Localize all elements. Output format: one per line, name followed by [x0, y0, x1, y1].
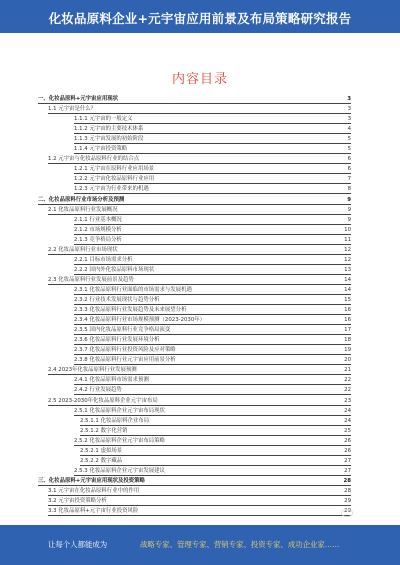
toc-entry[interactable]: [74, 184, 351, 194]
toc-entry-page-number: 15: [344, 297, 351, 303]
toc-entry-page-number: 12: [344, 256, 351, 263]
toc-entry[interactable]: [74, 144, 351, 154]
toc-entry-title: 1.1 元宇宙是什么？: [48, 106, 97, 113]
toc-entry[interactable]: [74, 375, 351, 385]
toc-entry-title: 3.2 元宇宙投资策略分析: [48, 498, 107, 504]
toc-entry-page-number: 24: [344, 407, 351, 414]
toc-entry[interactable]: [74, 315, 351, 325]
toc-entry[interactable]: [74, 436, 351, 446]
toc-entry-title: 2.3.6 化妆品原料行业发展环境分析: [74, 337, 160, 344]
toc-entry-title: 3.3 化妆品原料+元宇宙行业投资风险: [48, 508, 139, 515]
toc-entry-title: 1.1.2 元宇宙的主要技术体系: [74, 126, 144, 133]
toc-entry[interactable]: [74, 355, 351, 365]
toc-entry-page-number: 6: [347, 156, 351, 163]
toc-entry-page-number: 22: [344, 377, 351, 384]
toc-entry[interactable]: [38, 94, 351, 104]
toc-entry-page-number: 29: [344, 498, 351, 504]
toc-entry[interactable]: [48, 104, 351, 114]
toc-entry-title: 二、化妆品原料行业市场分析及预测: [38, 196, 125, 203]
toc-entry-page-number: 28: [343, 477, 351, 484]
toc-entry-page-number: 23: [344, 397, 351, 404]
toc-entry-title: 2.1 化妆品原料行业发展概况: [48, 206, 118, 213]
toc-entry-page-number: 21: [344, 367, 351, 374]
toc-entry-title: 2.3.1 化妆品原料行业面临的市场需求与发展机遇: [74, 286, 192, 293]
toc-entry-title: 一、化妆品原料+元宇宙应用现状: [38, 96, 118, 102]
toc-entry[interactable]: [74, 225, 351, 235]
toc-entry-page-number: 17: [344, 327, 351, 334]
toc-entry-page-number: 7: [347, 176, 351, 183]
toc-entry-title: 2.3.3 化妆品原料行业发展趋势及未来展望分析: [74, 307, 187, 314]
toc-entry[interactable]: [74, 215, 351, 225]
toc-entry-title: 2.3.5 国内化妆品原料行业竞争格局演变: [74, 327, 171, 334]
toc-entry-title: 1.2.2 元宇宙化妆品原料行业应用: [74, 176, 155, 183]
toc-entry[interactable]: [74, 466, 351, 476]
toc-entry-page-number: 12: [344, 246, 351, 253]
toc-entry-page-number: 16: [344, 317, 351, 324]
toc-entry-title: 2.4.2 行业发展趋势: [74, 387, 122, 394]
toc-entry[interactable]: [80, 426, 351, 436]
toc-entry-page-number: 29: [344, 508, 351, 515]
toc-entry-page-number: 13: [344, 266, 351, 273]
toc-entry-page-number: 5: [347, 136, 351, 143]
toc-entry[interactable]: [74, 325, 351, 335]
toc-entry-page-number: 20: [344, 357, 351, 364]
toc-entry-page-number: 9: [347, 196, 351, 203]
toc-entry[interactable]: [48, 365, 351, 375]
report-footer-banner: [0, 525, 400, 565]
toc-entry-page-number: 6: [347, 166, 351, 173]
toc-entry[interactable]: [74, 164, 351, 174]
toc-entry-title: 1.2 元宇宙与化妆品原料行业的结合点: [48, 156, 140, 163]
toc-entry[interactable]: [74, 255, 351, 265]
toc-entry-title: 2.3.4 化妆品原料行业市场规模预测（2023-2030年）: [74, 317, 206, 324]
toc-entry[interactable]: [38, 195, 351, 205]
toc-entry[interactable]: [74, 124, 351, 134]
table-of-contents: [0, 94, 400, 519]
report-header-title: 化妆品原料企业+元宇宙应用前景及布局策略研究报告: [48, 11, 352, 26]
toc-entry[interactable]: [48, 205, 351, 215]
toc-entry-title: 2.1.2 市场规模分析: [74, 226, 122, 233]
toc-entry[interactable]: [74, 235, 351, 245]
toc-entry-title: 2.5.2 化妆品原料企业元宇宙布局策略: [74, 437, 165, 444]
toc-entry-title: 2.5 2023-2030年化妆品原料企业元宇宙布局: [48, 397, 158, 404]
toc-entry-page-number: 22: [344, 387, 351, 394]
toc-entry-page-number: 14: [344, 276, 351, 283]
toc-entry-title: 2.2.2 国内外化妆品原料市场现状: [74, 266, 155, 273]
toc-entry-page-number: 26: [344, 447, 351, 454]
toc-entry[interactable]: [48, 396, 351, 406]
toc-entry-page-number: 28: [344, 487, 351, 494]
toc-entry-title: 2.5.2.1 虚拟场景: [80, 447, 123, 454]
toc-entry-page-number: 9: [347, 206, 351, 213]
report-header-banner: [0, 0, 400, 33]
toc-entry-page-number: 16: [344, 307, 351, 314]
toc-entry-page-number: 19: [344, 347, 351, 354]
toc-entry[interactable]: [74, 406, 351, 416]
toc-entry-title: 2.2 化妆品原料行业市场现状: [48, 246, 118, 253]
toc-entry-title: 三、化妆品原料+元宇宙应用现状及投资策略: [38, 477, 145, 484]
toc-heading: 内容目录: [171, 72, 228, 87]
toc-entry-title: 2.1.1 行业基本概况: [74, 216, 122, 223]
toc-entry-title: 2.5.1.2 数字化营销: [80, 427, 128, 434]
toc-entry-page-number: 8: [347, 186, 351, 193]
footer-services: 战略专家、管理专家、营销专家、投资专家、成功企业家……: [140, 540, 340, 549]
footer-slogan: 让每个人都能成为: [48, 540, 108, 549]
seal-stamp-icon: [340, 508, 354, 518]
toc-entry[interactable]: [74, 335, 351, 345]
toc-entry-page-number: 10: [344, 226, 351, 233]
toc-entry-page-number: 5: [347, 146, 351, 153]
toc-entry-title: 2.2.1 目标市场需求分析: [74, 256, 133, 263]
toc-entry[interactable]: [74, 295, 351, 305]
toc-entry-page-number: 26: [344, 437, 351, 444]
toc-entry-page-number: 3: [347, 96, 351, 102]
toc-entry-page-number: 27: [344, 457, 351, 464]
toc-entry-title: 2.5.3 化妆品原料企业元宇宙发展建议: [74, 467, 165, 474]
toc-entry[interactable]: [80, 416, 351, 426]
toc-entry-title: 2.4.1 化妆品原料市场需求预测: [74, 377, 149, 384]
toc-entry[interactable]: [74, 345, 351, 355]
toc-entry-title: 1.1.4 元宇宙投资策略: [74, 146, 128, 153]
toc-entry-title: 2.3.7 化妆品原料行业投资风险及应对策略: [74, 347, 176, 354]
toc-entry[interactable]: [48, 245, 351, 255]
toc-entry[interactable]: [74, 174, 351, 184]
toc-entry-title: 1.2.3 元宇宙为行业带来的机遇: [74, 186, 149, 193]
toc-entry[interactable]: [80, 446, 351, 456]
toc-entry-page-number: 25: [344, 427, 351, 434]
toc-entry[interactable]: [74, 305, 351, 315]
toc-entry[interactable]: [38, 476, 351, 486]
toc-entry[interactable]: [48, 275, 351, 285]
toc-entry[interactable]: [74, 265, 351, 275]
toc-entry-title: 2.4 2023年化妆品原料行业发展预测: [48, 367, 137, 374]
toc-entry[interactable]: [74, 134, 351, 144]
toc-entry-title: 1.2.1 元宇宙在原料行业应用场景: [74, 166, 155, 173]
toc-entry-page-number: 18: [344, 337, 351, 344]
toc-entry-title: 2.1.3 竞争格局分析: [74, 236, 122, 243]
toc-entry[interactable]: [80, 456, 351, 466]
toc-entry-page-number: 9: [347, 216, 351, 223]
toc-entry-title: 1.1.3 元宇宙发展的初始阶段: [74, 136, 144, 143]
toc-entry-page-number: 3: [347, 106, 351, 113]
toc-entry-title: 1.1.1 元宇宙的一般定义: [74, 116, 133, 123]
toc-entry-page-number: 24: [344, 417, 351, 424]
toc-entry-title: 2.5.2.2 数字藏品: [80, 457, 123, 464]
toc-entry-title: 3.1 元宇宙在化妆品原料行业中的作用: [48, 487, 140, 494]
toc-entry-title: 2.3 化妆品原料行业发展前景及趋势: [48, 276, 134, 283]
toc-entry[interactable]: [74, 385, 351, 395]
toc-entry[interactable]: [48, 486, 351, 496]
toc-entry-page-number: 27: [344, 467, 351, 474]
toc-entry-page-number: 11: [344, 236, 351, 243]
toc-entry-title: 2.5.1 化妆品原料企业元宇宙布局现状: [74, 407, 165, 414]
toc-entry[interactable]: [74, 114, 351, 124]
toc-entry-page-number: 3: [347, 116, 351, 123]
toc-entry-page-number: 4: [347, 126, 351, 133]
toc-entry-title: 2.5.1.1 化妆品原料企业布局: [80, 417, 150, 424]
toc-entry[interactable]: [48, 506, 351, 516]
toc-entry-title: 2.3.8 化妆品原料行业元宇宙应用前景分析: [74, 357, 176, 364]
toc-entry-title: 2.3.2 行业技术发展现状与趋势分析: [74, 297, 160, 303]
toc-entry[interactable]: [48, 154, 351, 164]
toc-entry[interactable]: [48, 496, 351, 506]
toc-entry[interactable]: [74, 285, 351, 295]
toc-entry-page-number: 14: [344, 286, 351, 293]
